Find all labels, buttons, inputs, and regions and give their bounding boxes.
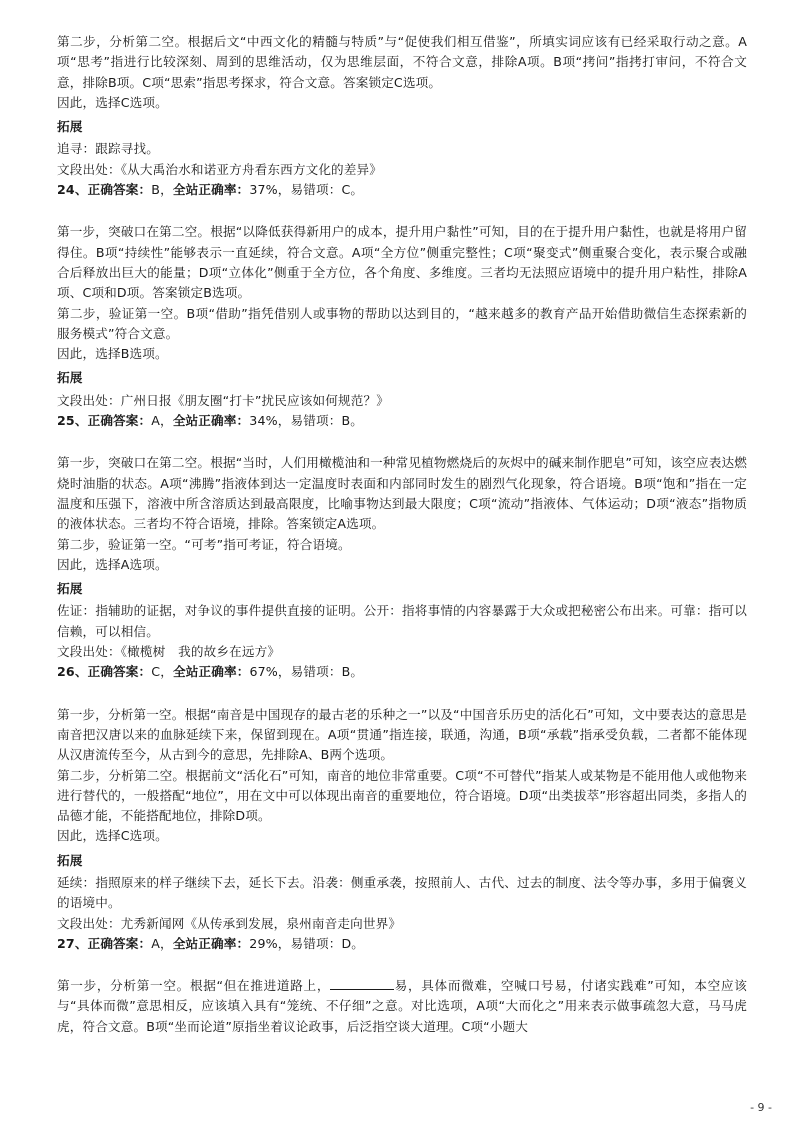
paragraph: 因此，选择A选项。: [57, 556, 168, 572]
paragraph: 文段出处：广州日报《朋友圈“打卡”扰民应该如何规范？》: [57, 392, 389, 408]
accuracy-label: 全站正确率：: [172, 664, 250, 680]
paragraph: [57, 976, 747, 1037]
answer-line: [57, 662, 747, 682]
document-body: [57, 32, 747, 1037]
answer-option: A，: [151, 413, 173, 429]
section-spacer: [57, 200, 747, 222]
paragraph: 第二步，分析第二空。根据后文“中西文化的精髓与特质”与“促使我们相互借鉴”，所填实词应该有已经采取行动之意。A项“思考”指进行比较深刻、周到的思维活动，仅为思维层面，不符合文意，排除A项。B项“拷问”指拷打审问，不符合文意，排除B项。C项“思索”指思考探求，符合文意。答案锁定C选项。: [57, 34, 747, 90]
accuracy-label: 全站正确率：: [172, 182, 250, 198]
paragraph: 追寻：跟踪寻找。: [57, 141, 159, 157]
paragraph: 佐证：指辅助的证据，对争议的事件提供直接的证明。公开：指将事情的内容暴露于大众或把秘密公布出来。可靠：指可以信赖，可以相信。: [57, 603, 747, 639]
fill-in-blank: [330, 978, 394, 990]
answer-line: [57, 934, 747, 954]
accuracy-value: 37%，易错项：C。: [249, 182, 364, 198]
paragraph: 第一步，突破口在第二空。根据“当时，人们用橄榄油和一种常见植物燃烧后的灰烬中的碱来制作肥皂”可知，该空应表达燃烧时油脂的状态。A项“沸腾”指液体到达一定温度时表面和内部同时发生的剧烈气化现象，符合语境。B项“饱和”指在一定温度和压强下，溶液中所含溶质达到最高限度，比喻事物达到最大限度；C项“流动”指液体、气体运动；D项“液态”指物质的液体状态。三者均不符合语境，排除。答案锁定A选项。: [57, 455, 747, 532]
section-heading: 拓展: [57, 119, 83, 135]
accuracy-label: 全站正确率：: [172, 935, 250, 951]
paragraph: 第一步，突破口在第二空。根据“以降低获得新用户的成本，提升用户黏性”可知，目的在于提升用户黏性，也就是将用户留得住。B项“持续性”能够表示一直延续，符合文意。A项“全方位”侧重完整性；C项“聚变式”侧重聚合变化，表示聚合或融合后释放出巨大的能量；D项“立体化”侧重于全方位，各个角度、多维度。三者均无法照应语境中的提升用户粘性，排除A项、C项和D项。答案锁定B选项。: [57, 224, 747, 301]
paragraph: 因此，选择B选项。: [57, 346, 168, 362]
section-spacer: [57, 954, 747, 976]
answer-number: 25、正确答案：: [57, 413, 152, 429]
section-spacer: [57, 683, 747, 705]
answer-line: [57, 411, 747, 431]
accuracy-value: 29%，易错项：D。: [249, 935, 365, 951]
paragraph: 第二步，验证第一空。B项“借助”指凭借别人或事物的帮助以达到目的，“越来越多的教育产品开始借助微信生态探索新的服务模式”符合文意。: [57, 305, 747, 341]
paragraph: 第二步，分析第二空。根据前文“活化石”可知，南音的地位非常重要。C项“不可替代”指某人或某物是不能用他人或他物来进行替代的，一般搭配“地位”，用在文中可以体现出南音的重要地位，符合语境。D项“出类拔萃”形容超出同类，多指人的品德才能，不能搭配地位，排除D项。: [57, 767, 747, 824]
page-number: - 9 -: [750, 1101, 772, 1114]
accuracy-value: 34%，易错项：B。: [249, 413, 363, 429]
paragraph-text: 第一步，分析第一空。根据“但在推进道路上，: [57, 978, 331, 994]
paragraph: 延续：指照原来的样子继续下去，延长下去。沿袭：侧重承袭，按照前人、古代、过去的制度、法令等办事，多用于偏褒义的语境中。: [57, 874, 747, 911]
paragraph: 文段出处：《从大禹治水和诺亚方舟看东西方文化的差异》: [57, 161, 383, 177]
section-heading: 拓展: [57, 581, 83, 597]
section-spacer: [57, 431, 747, 453]
answer-option: B，: [151, 182, 173, 198]
paragraph: 第二步，验证第一空。“可考”指可考证，符合语境。: [57, 536, 351, 552]
paragraph: 因此，选择C选项。: [57, 828, 168, 844]
paragraph: 第一步，分析第一空。根据“南音是中国现存的最古老的乐种之一”以及“中国音乐历史的活化石”可知，文中要表达的意思是南音把汉唐以来的血脉延续下来，保留到现在。A项“贯通”指连接，联通，沟通，B项“承载”指承受负载，二者都不能体现从汉唐流传至今，从古到今的意思，先排除A、B两个选项。: [57, 706, 747, 763]
answer-option: A，: [151, 935, 173, 951]
answer-number: 27、正确答案：: [57, 935, 152, 951]
answer-line: [57, 180, 747, 200]
section-heading: 拓展: [57, 852, 83, 868]
accuracy-value: 67%，易错项：B。: [249, 664, 364, 680]
paragraph: 因此，选择C选项。: [57, 94, 168, 110]
answer-option: C，: [151, 664, 173, 680]
accuracy-label: 全站正确率：: [172, 413, 250, 429]
paragraph: 文段出处：尤秀新闻网《从传承到发展，泉州南音走向世界》: [57, 915, 402, 931]
answer-number: 26、正确答案：: [57, 664, 152, 680]
paragraph: 文段出处：《橄榄树 我的故乡在远方》: [57, 644, 281, 660]
section-heading: 拓展: [57, 370, 83, 386]
answer-number: 24、正确答案：: [57, 182, 152, 198]
paragraph-text: 易，具体而微难，空喊口号易，付诸实践难”可知，本空应该与“具体而微”意思相反，应该填入具有“笼统、不仔细”之意。对比选项，A项“大而化之”用来表示做事疏忽大意，马马虎虎，符合文意。B项“坐而论道”原指坐着议论政事，后泛指空谈大道理。C项“小题大: [57, 978, 747, 1034]
